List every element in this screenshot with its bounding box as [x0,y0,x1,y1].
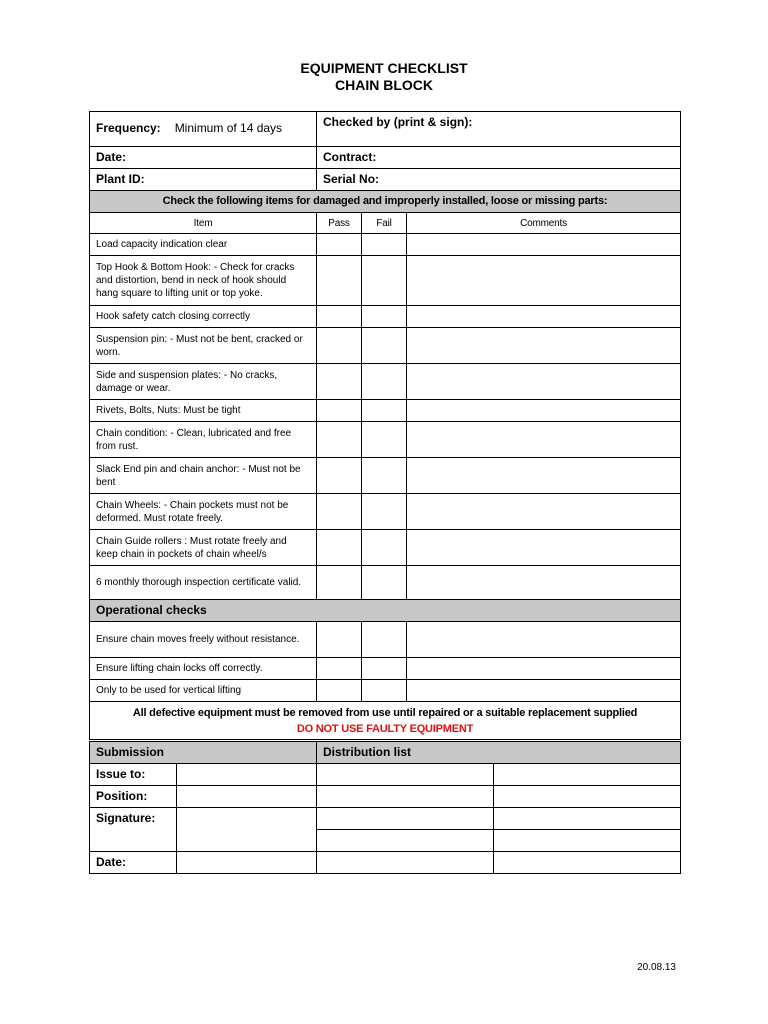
fail-cell[interactable] [362,658,407,680]
warning-text: All defective equipment must be removed from use until repaired or a suitable replacement supplied [132,706,638,719]
contract-cell[interactable] [317,147,681,169]
fail-cell[interactable] [362,306,407,328]
fail-cell[interactable] [362,364,407,400]
instruction-row [90,191,681,213]
position-row [90,786,681,808]
comments-cell[interactable] [407,458,681,494]
checklist-row [90,422,681,458]
checklist-row [90,458,681,494]
comments-cell[interactable] [407,680,681,702]
submission-heading-row [90,742,681,764]
pass-cell[interactable] [317,256,362,306]
comments-cell[interactable] [407,234,681,256]
item-text: Chain Guide rollers : Must rotate freely and keep chain in pockets of chain wheel/s [90,530,317,566]
fail-cell[interactable] [362,494,407,530]
item-text: Chain condition: - Clean, lubricated and free from rust. [90,422,317,458]
fail-cell[interactable] [362,530,407,566]
distribution-cell[interactable] [494,808,681,830]
signature-row [90,808,681,830]
item-text: Top Hook & Bottom Hook: - Check for cracks and distortion, bend in neck of hook should hang square to lifting unit or top yoke. [90,256,317,306]
header-row-date [90,147,681,169]
pass-cell[interactable] [317,458,362,494]
checklist-row [90,364,681,400]
comments-cell[interactable] [407,328,681,364]
distribution-cell[interactable] [317,830,494,852]
pass-cell[interactable] [317,658,362,680]
contract-label: Contract: [323,149,377,164]
issue-row [90,764,681,786]
column-header-row [90,213,681,234]
fail-cell[interactable] [362,458,407,494]
checklist-row [90,400,681,422]
item-text: Suspension pin: - Must not be bent, cracked or worn. [90,328,317,364]
col-comments-header: Comments [407,213,681,234]
position-input[interactable] [177,786,317,808]
pass-cell[interactable] [317,234,362,256]
fail-cell[interactable] [362,256,407,306]
comments-cell[interactable] [407,494,681,530]
item-text: Chain Wheels: - Chain pockets must not be deformed. Must rotate freely. [90,494,317,530]
date-label: Date: [96,149,127,164]
checklist-row [90,256,681,306]
instruction-text: Check the following items for damaged and improperly installed, loose or missing parts: [90,191,681,213]
submission-table [89,741,681,874]
fail-cell[interactable] [362,680,407,702]
item-text: Only to be used for vertical lifting [90,680,317,702]
pass-cell[interactable] [317,328,362,364]
document-title: EQUIPMENT CHECKLIST [300,60,468,76]
operational-row [90,658,681,680]
item-text: 6 monthly thorough inspection certificate valid. [90,566,317,600]
operational-row [90,622,681,658]
fail-cell[interactable] [362,400,407,422]
signature-label: Signature: [90,808,177,852]
distribution-cell[interactable] [494,830,681,852]
header-row-plant [90,169,681,191]
plant-id-cell[interactable] [90,169,317,191]
operational-row [90,680,681,702]
signature-input[interactable] [177,808,317,852]
pass-cell[interactable] [317,400,362,422]
item-text: Side and suspension plates: - No cracks, damage or wear. [90,364,317,400]
distribution-cell[interactable] [317,852,494,874]
comments-cell[interactable] [407,622,681,658]
item-text: Rivets, Bolts, Nuts: Must be tight [90,400,317,422]
pass-cell[interactable] [317,364,362,400]
warning-cell [90,702,681,740]
item-text: Slack End pin and chain anchor: - Must not be bent [90,458,317,494]
distribution-cell[interactable] [494,852,681,874]
checklist-table [89,111,681,740]
checklist-row [90,306,681,328]
col-item-header: Item [90,213,317,234]
document-date: 20.08.13 [637,962,676,973]
item-text: Ensure chain moves freely without resistance. [90,622,317,658]
frequency-cell [90,112,317,147]
checklist-row [90,234,681,256]
warning-red-text: DO NOT USE FAULTY EQUIPMENT [296,722,474,735]
comments-cell[interactable] [407,364,681,400]
pass-cell[interactable] [317,566,362,600]
comments-cell[interactable] [407,566,681,600]
checked-by-cell[interactable] [317,112,681,147]
fail-cell[interactable] [362,566,407,600]
document-subtitle: CHAIN BLOCK [335,77,433,93]
header-row-frequency [90,112,681,147]
distribution-cell[interactable] [494,764,681,786]
serial-label: Serial No: [323,171,380,186]
comments-cell[interactable] [407,422,681,458]
checklist-row [90,566,681,600]
pass-cell[interactable] [317,422,362,458]
comments-cell[interactable] [407,658,681,680]
checklist-row [90,530,681,566]
distribution-cell[interactable] [317,786,494,808]
operational-heading: Operational checks [90,600,681,622]
pass-cell[interactable] [317,306,362,328]
comments-cell[interactable] [407,530,681,566]
plant-id-label: Plant ID: [96,171,145,186]
submission-date-input[interactable] [177,852,317,874]
checklist-row [90,494,681,530]
pass-cell[interactable] [317,622,362,658]
submission-heading: Submission [90,742,317,764]
operational-heading-row [90,600,681,622]
checked-by-label: Checked by (print & sign): [323,115,473,129]
fail-cell[interactable] [362,422,407,458]
pass-cell[interactable] [317,530,362,566]
comments-cell[interactable] [407,306,681,328]
frequency-value[interactable]: Minimum of 14 days [174,121,283,135]
pass-cell[interactable] [317,680,362,702]
issue-to-input[interactable] [177,764,317,786]
comments-cell[interactable] [407,400,681,422]
distribution-heading: Distribution list [317,742,681,764]
distribution-cell[interactable] [317,764,494,786]
issue-to-label: Issue to: [90,764,177,786]
frequency-label: Frequency: [96,121,161,135]
col-pass-header: Pass [317,213,362,234]
fail-cell[interactable] [362,622,407,658]
fail-cell[interactable] [362,234,407,256]
col-fail-header: Fail [362,213,407,234]
pass-cell[interactable] [317,494,362,530]
serial-cell[interactable] [317,169,681,191]
date-cell[interactable] [90,147,317,169]
item-text: Hook safety catch closing correctly [90,306,317,328]
distribution-cell[interactable] [494,786,681,808]
checklist-row [90,328,681,364]
submission-date-row [90,852,681,874]
warning-row [90,702,681,740]
distribution-cell[interactable] [317,808,494,830]
item-text: Load capacity indication clear [90,234,317,256]
position-label: Position: [90,786,177,808]
comments-cell[interactable] [407,256,681,306]
item-text: Ensure lifting chain locks off correctly. [90,658,317,680]
fail-cell[interactable] [362,328,407,364]
submission-date-label: Date: [90,852,177,874]
